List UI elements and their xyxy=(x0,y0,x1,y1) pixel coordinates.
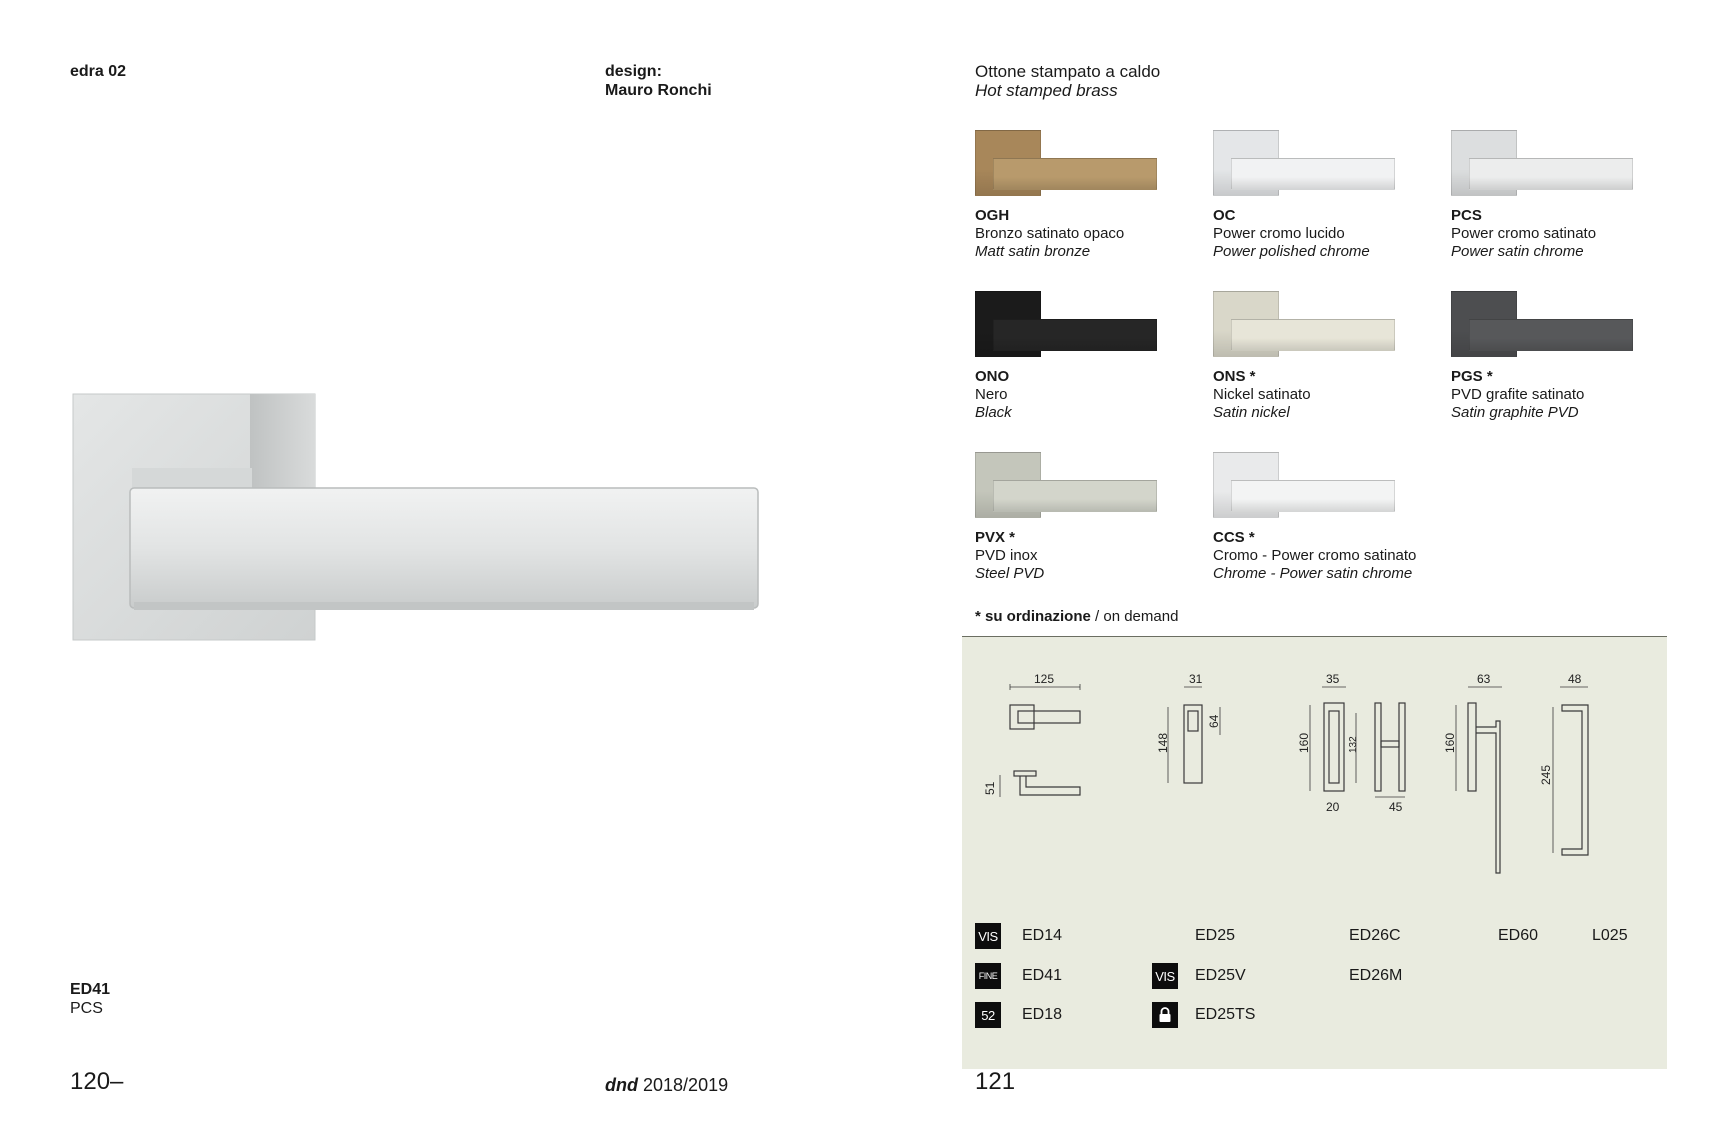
on-demand-note xyxy=(975,608,1178,626)
page-number-dash: – xyxy=(110,1068,124,1095)
door-handle-photo xyxy=(70,390,770,650)
material-en: Hot stamped brass xyxy=(975,81,1118,100)
swatch-lever xyxy=(1231,480,1395,512)
collection-title: edra 02 xyxy=(70,63,127,80)
finish-name-en: Satin graphite PVD xyxy=(1451,404,1579,421)
product-code: ED41 xyxy=(70,981,111,998)
finish-ogh xyxy=(975,207,1205,261)
swatch-lever xyxy=(1469,158,1633,190)
dim-l025-width: 48 xyxy=(1568,672,1582,686)
on-demand-rest: / on demand xyxy=(1090,608,1179,625)
finish-code: CCS * xyxy=(1213,529,1255,546)
finish-name-en: Satin nickel xyxy=(1213,404,1290,421)
code-ed25: ED25 xyxy=(1195,927,1236,944)
dim-l025-height: 245 xyxy=(1539,764,1553,785)
swatch-lever xyxy=(1231,158,1395,190)
finish-name-en: Power satin chrome xyxy=(1451,243,1584,260)
vis-badge: VIS xyxy=(975,923,1001,949)
finish-pcs xyxy=(1451,207,1681,261)
dim-ed25-width: 31 xyxy=(1189,672,1203,686)
finish-code: PVX * xyxy=(975,529,1016,546)
swatch-lever xyxy=(1231,319,1395,351)
technical-drawing-panel xyxy=(962,636,1667,1069)
finish-name-it: Bronzo satinato opaco xyxy=(975,225,1125,242)
page-number-right: 121 xyxy=(975,1068,1016,1095)
dim-ed26-inner: 132 xyxy=(1348,736,1359,753)
dim-ed60-width: 63 xyxy=(1477,672,1491,686)
finish-name-it: Cromo - Power cromo satinato xyxy=(1213,547,1417,564)
finish-name-it: PVD grafite satinato xyxy=(1451,386,1585,403)
finish-code: PCS xyxy=(1451,207,1482,224)
design-label: design: xyxy=(605,63,662,80)
finish-name-it: PVD inox xyxy=(975,547,1038,564)
footer xyxy=(605,1074,728,1096)
swatch-pgs xyxy=(1451,291,1631,356)
code-ed25ts: ED25TS xyxy=(1195,1006,1256,1023)
code-l025: L025 xyxy=(1592,927,1628,944)
finish-name-it: Nero xyxy=(975,386,1008,403)
finish-oc xyxy=(1213,207,1443,261)
footer-year: 2018/2019 xyxy=(643,1075,729,1095)
drawing-ed14 xyxy=(983,672,1080,797)
fine-badge: FINE xyxy=(975,963,1001,989)
finish-name-it: Nickel satinato xyxy=(1213,386,1311,403)
swatch-ogh xyxy=(975,130,1155,195)
finish-name-en: Chrome - Power satin chrome xyxy=(1213,565,1413,582)
finish-name-it: Power cromo satinato xyxy=(1451,225,1597,242)
handle-lever xyxy=(130,488,758,608)
drawing-ed60 xyxy=(1443,672,1502,873)
footer-brand: dnd xyxy=(605,1075,638,1095)
product-caption xyxy=(70,980,110,1018)
page-number-left xyxy=(70,1068,123,1096)
finish-name-it: Power cromo lucido xyxy=(1213,225,1345,242)
finish-name-en: Power polished chrome xyxy=(1213,243,1370,260)
code-ed41: ED41 xyxy=(1022,967,1063,984)
swatch-lever xyxy=(993,319,1157,351)
drawing-ed25 xyxy=(1156,672,1221,783)
code-ed26m: ED26M xyxy=(1349,967,1403,984)
dim-ed26-bottom-a: 20 xyxy=(1326,800,1340,814)
finish-pgs xyxy=(1451,368,1681,422)
swatch-oc xyxy=(1213,130,1393,195)
finish-ono xyxy=(975,368,1205,422)
finish-code: OGH xyxy=(975,207,1010,224)
code-ed18: ED18 xyxy=(1022,1006,1063,1023)
finish-name-en: Black xyxy=(975,404,1012,421)
material-it: Ottone stampato a caldo xyxy=(975,62,1161,81)
swatch-lever xyxy=(1469,319,1633,351)
rose-52-badge: 52 xyxy=(975,1002,1001,1028)
designer-name: Mauro Ronchi xyxy=(605,82,712,99)
dim-ed26-bottom-b: 45 xyxy=(1389,800,1403,814)
swatch-lever xyxy=(993,158,1157,190)
dim-ed25-height: 148 xyxy=(1156,732,1170,753)
swatch-pcs xyxy=(1451,130,1631,195)
code-ed14: ED14 xyxy=(1022,927,1063,944)
code-ed25v: ED25V xyxy=(1195,967,1246,984)
finish-ons xyxy=(1213,368,1443,422)
on-demand-bold: * su ordinazione xyxy=(975,608,1091,625)
dim-ed14-width: 125 xyxy=(1034,672,1055,686)
designer-credit xyxy=(605,62,712,100)
technical-drawings xyxy=(962,637,1667,897)
finish-pvx xyxy=(975,529,1205,583)
code-ed60: ED60 xyxy=(1498,927,1539,944)
lock-icon xyxy=(1152,1002,1178,1028)
finish-ccs xyxy=(1213,529,1473,583)
code-ed26c: ED26C xyxy=(1349,927,1401,944)
finish-code: PGS * xyxy=(1451,368,1493,385)
drawing-l025 xyxy=(1539,672,1588,855)
swatch-lever xyxy=(993,480,1157,512)
material-heading xyxy=(975,62,1160,100)
vis-badge-ed25v: VIS xyxy=(1152,963,1178,989)
finish-code: ONO xyxy=(975,368,1010,385)
finish-code: ONS * xyxy=(1213,368,1256,385)
product-finish: PCS xyxy=(70,1000,103,1017)
swatch-ons xyxy=(1213,291,1393,356)
dim-ed60-height: 160 xyxy=(1443,732,1457,753)
dim-ed26-width: 35 xyxy=(1326,672,1340,686)
dim-ed25-rose: 64 xyxy=(1207,714,1221,728)
rose-shadow xyxy=(250,394,315,494)
lock-icon-glyph xyxy=(1158,1007,1172,1023)
dim-ed14-height: 51 xyxy=(983,781,997,795)
swatch-pvx xyxy=(975,452,1155,517)
dim-ed26-height: 160 xyxy=(1297,732,1311,753)
finish-name-en: Steel PVD xyxy=(975,565,1045,582)
finish-name-en: Matt satin bronze xyxy=(975,243,1091,260)
page-number-left-value: 120 xyxy=(70,1068,111,1095)
swatch-ccs xyxy=(1213,452,1393,517)
swatch-ono xyxy=(975,291,1155,356)
drawing-ed26 xyxy=(1297,672,1405,814)
lever-shadow xyxy=(134,602,754,610)
finish-code: OC xyxy=(1213,207,1236,224)
